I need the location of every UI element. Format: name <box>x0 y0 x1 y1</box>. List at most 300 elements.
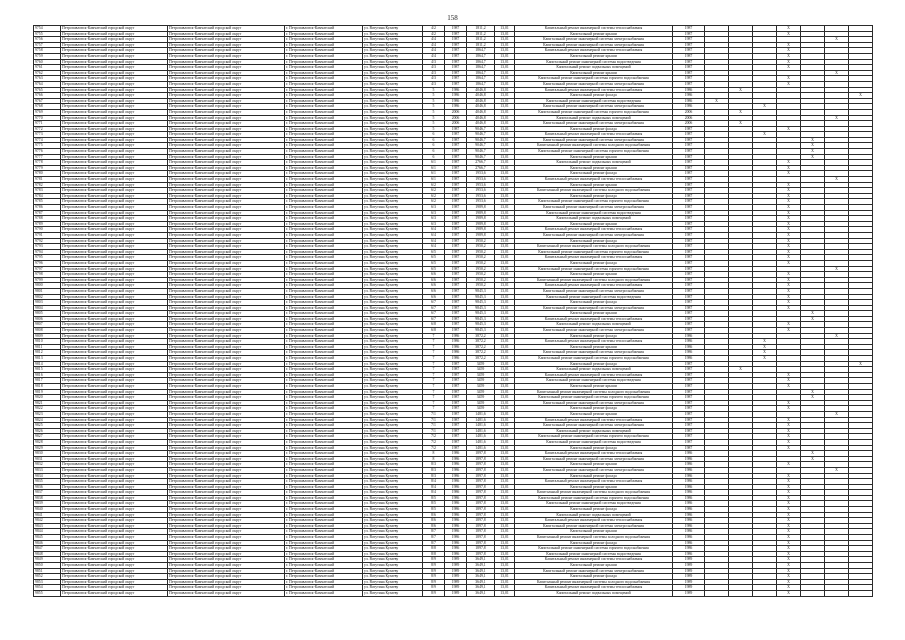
row-work-type: Капитальный ремонт крыши <box>515 529 673 535</box>
row-year-built: 1989 <box>445 568 467 574</box>
row-year-built: 1986 <box>445 535 467 541</box>
row-share: 13,01 <box>495 305 515 311</box>
row-share: 13,01 <box>495 316 515 322</box>
row-street: ул. Ватутина Кулаеву <box>363 182 423 188</box>
row-area: 4046,8 <box>467 98 495 104</box>
row-street: ул. Ватутина Кулаеву <box>363 260 423 266</box>
row-plan-year: 1989 <box>673 585 705 591</box>
row-period-mark: X <box>777 260 801 266</box>
row-area: 2766,7 <box>467 165 495 171</box>
row-city: г. Петропавловск-Камчатский <box>285 344 363 350</box>
row-area: 3649,1 <box>467 568 495 574</box>
row-settlement: Петропавловск-Камчатский городской округ <box>168 495 285 501</box>
row-year-built: 1987 <box>445 272 467 278</box>
row-area: 1950,2 <box>467 277 495 283</box>
row-plan-year: 1987 <box>673 232 705 238</box>
row-house: 8/9 <box>423 568 445 574</box>
row-area: 1950,2 <box>467 249 495 255</box>
row-house: 7 <box>423 400 445 406</box>
row-share: 13,01 <box>495 137 515 143</box>
row-city: г. Петропавловск-Камчатский <box>285 467 363 473</box>
row-district: Петропавловск-Камчатский городской округ <box>61 121 168 127</box>
row-district: Петропавловск-Камчатский городской округ <box>61 126 168 132</box>
row-share: 13,01 <box>495 199 515 205</box>
row-house: 7 <box>423 406 445 412</box>
row-year-built: 1989 <box>445 579 467 585</box>
row-house: 4/3 <box>423 65 445 71</box>
row-plan-year: 1987 <box>673 188 705 194</box>
table-row <box>34 590 873 596</box>
row-city: г. Петропавловск-Камчатский <box>285 551 363 557</box>
row-share: 13,01 <box>495 372 515 378</box>
row-city: г. Петропавловск-Камчатский <box>285 149 363 155</box>
row-id: 9786 <box>34 205 61 211</box>
row-house: 7 <box>423 372 445 378</box>
row-year-built: 1987 <box>445 160 467 166</box>
row-work-type: Капитальный ремонт инженерной системы водоотведения <box>515 501 673 507</box>
row-area: 9046,7 <box>467 143 495 149</box>
row-work-type: Капитальный ремонт инженерной системы холодного водоснабжения <box>515 579 673 585</box>
row-district: Петропавловск-Камчатский городской округ <box>61 132 168 138</box>
row-house: 7 <box>423 339 445 345</box>
row-area: 1897,8 <box>467 484 495 490</box>
row-street: ул. Ватутина Кулаеву <box>363 26 423 32</box>
row-share: 13,01 <box>495 221 515 227</box>
row-house: 6/8 <box>423 322 445 328</box>
row-year-built: 1987 <box>445 70 467 76</box>
row-settlement: Петропавловск-Камчатский городской округ <box>168 574 285 580</box>
row-area: 1897,8 <box>467 551 495 557</box>
row-district: Петропавловск-Камчатский городской округ <box>61 205 168 211</box>
row-street: ул. Ватутина Кулаеву <box>363 221 423 227</box>
row-city: г. Петропавловск-Камчатский <box>285 221 363 227</box>
row-house: 7/2 <box>423 434 445 440</box>
row-city: г. Петропавловск-Камчатский <box>285 585 363 591</box>
row-district: Петропавловск-Камчатский городской округ <box>61 535 168 541</box>
row-district: Петропавловск-Камчатский городской округ <box>61 283 168 289</box>
row-work-type: Капитальный ремонт инженерной системы горячего водоснабжения <box>515 76 673 82</box>
row-district: Петропавловск-Камчатский городской округ <box>61 42 168 48</box>
row-period-mark: X <box>777 76 801 82</box>
row-area: 1950,2 <box>467 255 495 261</box>
row-period-mark: X <box>777 400 801 406</box>
row-district: Петропавловск-Камчатский городской округ <box>61 143 168 149</box>
row-settlement: Петропавловск-Камчатский городской округ <box>168 535 285 541</box>
row-area: 1897,8 <box>467 479 495 485</box>
row-city: г. Петропавловск-Камчатский <box>285 445 363 451</box>
row-year-built: 1987 <box>445 434 467 440</box>
row-plan-year: 1986 <box>673 456 705 462</box>
row-city: г. Петропавловск-Камчатский <box>285 484 363 490</box>
row-settlement: Петропавловск-Камчатский городской округ <box>168 579 285 585</box>
row-share: 13,01 <box>495 579 515 585</box>
row-district: Петропавловск-Камчатский городской округ <box>61 495 168 501</box>
row-period-mark: X <box>777 551 801 557</box>
row-plan-year: 1987 <box>673 193 705 199</box>
row-city: г. Петропавловск-Камчатский <box>285 238 363 244</box>
row-house: 8/4 <box>423 479 445 485</box>
row-street: ул. Ватутина Кулаеву <box>363 87 423 93</box>
row-share: 13,01 <box>495 42 515 48</box>
row-share: 13,01 <box>495 188 515 194</box>
row-share: 13,01 <box>495 434 515 440</box>
row-year-built: 1987 <box>445 137 467 143</box>
row-street: ул. Ватутина Кулаеву <box>363 244 423 250</box>
row-id: 9825 <box>34 423 61 429</box>
row-district: Петропавловск-Камчатский городской округ <box>61 344 168 350</box>
row-period-mark <box>729 590 753 596</box>
row-area: 3872,2 <box>467 344 495 350</box>
row-share: 13,01 <box>495 322 515 328</box>
row-house: 7 <box>423 356 445 362</box>
row-settlement: Петропавловск-Камчатский городской округ <box>168 372 285 378</box>
row-plan-year: 1987 <box>673 160 705 166</box>
row-share: 13,01 <box>495 277 515 283</box>
row-city: г. Петропавловск-Камчатский <box>285 473 363 479</box>
row-district: Петропавловск-Камчатский городской округ <box>61 48 168 54</box>
row-street: ул. Ватутина Кулаеву <box>363 484 423 490</box>
row-street: ул. Ватутина Кулаеву <box>363 93 423 99</box>
row-share: 13,01 <box>495 540 515 546</box>
row-id: 9853 <box>34 579 61 585</box>
row-area: 1864,7 <box>467 48 495 54</box>
row-settlement: Петропавловск-Камчатский городской округ <box>168 31 285 37</box>
row-area: 1864,7 <box>467 76 495 82</box>
row-id: 9817 <box>34 378 61 384</box>
row-area: 1897,8 <box>467 507 495 513</box>
row-id: 9841 <box>34 512 61 518</box>
row-district: Петропавловск-Камчатский городской округ <box>61 462 168 468</box>
row-period-mark <box>753 590 777 596</box>
row-area: 4046,8 <box>467 115 495 121</box>
row-area: 1897,8 <box>467 495 495 501</box>
row-work-type: Капитальный ремонт инженерной системы горячего водоснабжения <box>515 109 673 115</box>
row-city: г. Петропавловск-Камчатский <box>285 434 363 440</box>
row-year-built: 1986 <box>445 333 467 339</box>
row-period-mark: X <box>777 272 801 278</box>
row-plan-year: 1987 <box>673 210 705 216</box>
row-work-type: Капитальный ремонт инженерной системы теплоснабжения <box>515 26 673 32</box>
row-district: Петропавловск-Камчатский городской округ <box>61 484 168 490</box>
row-settlement: Петропавловск-Камчатский городской округ <box>168 395 285 401</box>
row-period-mark: X <box>777 417 801 423</box>
row-street: ул. Ватутина Кулаеву <box>363 210 423 216</box>
row-house: 6 <box>423 143 445 149</box>
row-id: 9774 <box>34 137 61 143</box>
row-period-mark: X <box>705 98 729 104</box>
row-period-mark: X <box>801 154 825 160</box>
row-year-built: 1987 <box>445 395 467 401</box>
row-id: 9829 <box>34 445 61 451</box>
row-house: 7/1 <box>423 423 445 429</box>
row-settlement: Петропавловск-Камчатский городской округ <box>168 518 285 524</box>
row-id: 9843 <box>34 523 61 529</box>
row-city: г. Петропавловск-Камчатский <box>285 70 363 76</box>
row-city: г. Петропавловск-Камчатский <box>285 322 363 328</box>
row-year-built: 1987 <box>445 171 467 177</box>
row-settlement: Петропавловск-Камчатский городской округ <box>168 479 285 485</box>
row-city: г. Петропавловск-Камчатский <box>285 378 363 384</box>
row-area: 9845,3 <box>467 305 495 311</box>
row-house: 5 <box>423 87 445 93</box>
row-city: г. Петропавловск-Камчатский <box>285 104 363 110</box>
row-work-type: Капитальный ремонт фасада <box>515 193 673 199</box>
row-year-built: 1987 <box>445 126 467 132</box>
row-id: 9824 <box>34 417 61 423</box>
row-share: 13,01 <box>495 238 515 244</box>
row-area: 1989,8 <box>467 216 495 222</box>
row-share: 13,01 <box>495 26 515 32</box>
row-plan-year: 1987 <box>673 244 705 250</box>
row-work-type: Капитальный ремонт инженерной системы теплоснабжения <box>515 227 673 233</box>
row-plan-year: 1987 <box>673 216 705 222</box>
row-work-type: Капитальный ремонт инженерной системы горячего водоснабжения <box>515 356 673 362</box>
row-area: 1481,6 <box>467 439 495 445</box>
row-share: 13,01 <box>495 568 515 574</box>
row-settlement: Петропавловск-Камчатский городской округ <box>168 37 285 43</box>
row-work-type: Капитальный ремонт инженерной системы электроснабжения <box>515 232 673 238</box>
row-city: г. Петропавловск-Камчатский <box>285 48 363 54</box>
row-settlement: Петропавловск-Камчатский городской округ <box>168 361 285 367</box>
row-plan-year: 1987 <box>673 361 705 367</box>
row-district: Петропавловск-Камчатский городской округ <box>61 406 168 412</box>
row-id: 9819 <box>34 389 61 395</box>
row-district: Петропавловск-Камчатский городской округ <box>61 238 168 244</box>
row-period-mark: X <box>801 316 825 322</box>
row-plan-year: 1987 <box>673 249 705 255</box>
row-period-mark: X <box>777 445 801 451</box>
row-district: Петропавловск-Камчатский городской округ <box>61 294 168 300</box>
row-period-mark: X <box>777 518 801 524</box>
row-period-mark: X <box>729 109 753 115</box>
row-share: 13,01 <box>495 210 515 216</box>
row-work-type: Капитальный ремонт инженерной системы водоотведения <box>515 98 673 104</box>
row-district: Петропавловск-Камчатский городской округ <box>61 171 168 177</box>
row-city: г. Петропавловск-Камчатский <box>285 171 363 177</box>
row-period-mark: X <box>777 227 801 233</box>
row-plan-year: 1989 <box>673 574 705 580</box>
row-year-built: 1987 <box>445 26 467 32</box>
row-share: 13,01 <box>495 428 515 434</box>
row-period-mark: X <box>777 59 801 65</box>
row-city: г. Петропавловск-Камчатский <box>285 305 363 311</box>
row-street: ул. Ватутина Кулаеву <box>363 121 423 127</box>
row-settlement: Петропавловск-Камчатский городской округ <box>168 456 285 462</box>
row-settlement: Петропавловск-Камчатский городской округ <box>168 171 285 177</box>
row-house: 4/4 <box>423 42 445 48</box>
row-work-type: Капитальный ремонт инженерной системы электроснабжения <box>515 467 673 473</box>
row-work-type: Капитальный ремонт инженерной системы электроснабжения <box>515 137 673 143</box>
row-share: 13,01 <box>495 272 515 278</box>
row-share: 13,01 <box>495 48 515 54</box>
row-settlement: Петропавловск-Камчатский городской округ <box>168 557 285 563</box>
row-district: Петропавловск-Камчатский городской округ <box>61 300 168 306</box>
row-id: 9840 <box>34 507 61 513</box>
row-settlement: Петропавловск-Камчатский городской округ <box>168 367 285 373</box>
row-work-type: Капитальный ремонт крыши <box>515 462 673 468</box>
row-period-mark: X <box>777 507 801 513</box>
row-city: г. Петропавловск-Камчатский <box>285 283 363 289</box>
row-share: 13,01 <box>495 328 515 334</box>
row-district: Петропавловск-Камчатский городской округ <box>61 53 168 59</box>
row-settlement: Петропавловск-Камчатский городской округ <box>168 568 285 574</box>
row-house: 6/1 <box>423 160 445 166</box>
row-house: 8/9 <box>423 557 445 563</box>
row-id: 9765 <box>34 87 61 93</box>
row-street: ул. Ватутина Кулаеву <box>363 65 423 71</box>
row-share: 13,01 <box>495 288 515 294</box>
row-share: 13,01 <box>495 177 515 183</box>
row-city: г. Петропавловск-Камчатский <box>285 568 363 574</box>
row-year-built: 1987 <box>445 445 467 451</box>
row-settlement: Петропавловск-Камчатский городской округ <box>168 48 285 54</box>
row-work-type: Капитальный ремонт подвальных помещений <box>515 65 673 71</box>
row-id: 9835 <box>34 479 61 485</box>
row-id: 9764 <box>34 81 61 87</box>
row-year-built: 1987 <box>445 149 467 155</box>
row-house: 8/3 <box>423 473 445 479</box>
row-year-built: 1987 <box>445 53 467 59</box>
row-work-type: Капитальный ремонт инженерной системы электроснабжения <box>515 456 673 462</box>
row-plan-year: 1986 <box>673 540 705 546</box>
row-area: 3649,1 <box>467 557 495 563</box>
row-street: ул. Ватутина Кулаеву <box>363 300 423 306</box>
register-table-body <box>34 26 873 597</box>
row-settlement: Петропавловск-Камчатский городской округ <box>168 81 285 87</box>
row-period-mark: X <box>777 205 801 211</box>
row-id: 9754 <box>34 26 61 32</box>
row-id: 9800 <box>34 283 61 289</box>
row-house: 6/4 <box>423 244 445 250</box>
row-street: ул. Ватутина Кулаеву <box>363 512 423 518</box>
row-street: ул. Ватутина Кулаеву <box>363 316 423 322</box>
row-city: г. Петропавловск-Камчатский <box>285 395 363 401</box>
row-period-mark: X <box>777 31 801 37</box>
row-settlement: Петропавловск-Камчатский городской округ <box>168 93 285 99</box>
row-district: Петропавловск-Камчатский городской округ <box>61 98 168 104</box>
row-period-mark: X <box>777 232 801 238</box>
row-street: ул. Ватутина Кулаеву <box>363 439 423 445</box>
row-plan-year: 1987 <box>673 439 705 445</box>
row-street: ул. Ватутина Кулаеву <box>363 507 423 513</box>
row-period-mark: X <box>777 160 801 166</box>
row-city: г. Петропавловск-Камчатский <box>285 417 363 423</box>
row-work-type: Капитальный ремонт подвальных помещений <box>515 322 673 328</box>
row-city: г. Петропавловск-Камчатский <box>285 272 363 278</box>
row-settlement: Петропавловск-Камчатский городской округ <box>168 109 285 115</box>
row-share: 13,01 <box>495 529 515 535</box>
row-district: Петропавловск-Камчатский городской округ <box>61 585 168 591</box>
row-year-built: 1986 <box>445 93 467 99</box>
row-district: Петропавловск-Камчатский городской округ <box>61 378 168 384</box>
row-city: г. Петропавловск-Камчатский <box>285 255 363 261</box>
row-district: Петропавловск-Камчатский городской округ <box>61 115 168 121</box>
row-settlement: Петропавловск-Камчатский городской округ <box>168 205 285 211</box>
row-year-built: 1987 <box>445 193 467 199</box>
row-street: ул. Ватутина Кулаеву <box>363 417 423 423</box>
row-house: 8/5 <box>423 495 445 501</box>
row-city: г. Петропавловск-Камчатский <box>285 389 363 395</box>
row-street: ул. Ватутина Кулаеву <box>363 557 423 563</box>
row-house: 7 <box>423 367 445 373</box>
row-district: Петропавловск-Камчатский городской округ <box>61 411 168 417</box>
row-district: Петропавловск-Камчатский городской округ <box>61 328 168 334</box>
row-city: г. Петропавловск-Камчатский <box>285 428 363 434</box>
row-share: 13,01 <box>495 590 515 596</box>
row-area: 1953,6 <box>467 188 495 194</box>
row-period-mark: X <box>777 210 801 216</box>
row-plan-year: 1987 <box>673 288 705 294</box>
row-period-mark: X <box>753 104 777 110</box>
row-plan-year: 1987 <box>673 417 705 423</box>
row-period-mark: X <box>777 65 801 71</box>
row-settlement: Петропавловск-Камчатский городской округ <box>168 87 285 93</box>
row-plan-year: 1986 <box>673 546 705 552</box>
row-year-built: 1987 <box>445 294 467 300</box>
row-id: 9760 <box>34 59 61 65</box>
row-house: 6/1 <box>423 171 445 177</box>
row-area: 4046,8 <box>467 121 495 127</box>
row-district: Петропавловск-Камчатский городской округ <box>61 277 168 283</box>
row-city: г. Петропавловск-Камчатский <box>285 350 363 356</box>
row-settlement: Петропавловск-Камчатский городской округ <box>168 339 285 345</box>
row-area: 1953,6 <box>467 193 495 199</box>
row-street: ул. Ватутина Кулаеву <box>363 288 423 294</box>
row-house: 6/2 <box>423 188 445 194</box>
row-settlement: Петропавловск-Камчатский городской округ <box>168 221 285 227</box>
row-area: 2766,7 <box>467 160 495 166</box>
row-year-built: 1986 <box>445 456 467 462</box>
row-work-type: Капитальный ремонт инженерной системы электроснабжения <box>515 423 673 429</box>
row-work-type: Капитальный ремонт крыши <box>515 272 673 278</box>
row-work-type: Капитальный ремонт инженерной системы теплоснабжения <box>515 177 673 183</box>
row-period-mark: X <box>801 149 825 155</box>
row-street: ул. Ватутина Кулаеву <box>363 171 423 177</box>
row-period-mark: X <box>777 238 801 244</box>
row-share: 13,01 <box>495 417 515 423</box>
row-area: 1864,7 <box>467 59 495 65</box>
row-district: Петропавловск-Камчатский городской округ <box>61 417 168 423</box>
row-year-built: 1987 <box>445 439 467 445</box>
row-year-built: 1986 <box>445 344 467 350</box>
row-id: 9820 <box>34 395 61 401</box>
row-year-built: 1987 <box>445 249 467 255</box>
row-work-type: Капитальный ремонт подвальных помещений <box>515 216 673 222</box>
row-year-built: 1986 <box>445 512 467 518</box>
row-street: ул. Ватутина Кулаеву <box>363 188 423 194</box>
row-period-mark: X <box>753 350 777 356</box>
row-work-type: Капитальный ремонт инженерной системы электроснабжения <box>515 400 673 406</box>
row-share: 13,01 <box>495 65 515 71</box>
row-city: г. Петропавловск-Камчатский <box>285 439 363 445</box>
row-plan-year: 1987 <box>673 266 705 272</box>
row-settlement: Петропавловск-Камчатский городской округ <box>168 154 285 160</box>
page-number: 158 <box>447 14 458 22</box>
row-district: Петропавловск-Камчатский городской округ <box>61 154 168 160</box>
row-share: 13,01 <box>495 367 515 373</box>
row-work-type: Капитальный ремонт инженерной системы горячего водоснабжения <box>515 495 673 501</box>
row-share: 13,01 <box>495 490 515 496</box>
row-year-built: 1986 <box>445 356 467 362</box>
row-plan-year: 1987 <box>673 428 705 434</box>
row-plan-year: 1987 <box>673 378 705 384</box>
row-period-mark: X <box>777 48 801 54</box>
row-district: Петропавловск-Камчатский городской округ <box>61 456 168 462</box>
row-area: 1953,6 <box>467 177 495 183</box>
row-street: ул. Ватутина Кулаеву <box>363 294 423 300</box>
row-street: ул. Ватутина Кулаеву <box>363 568 423 574</box>
row-street: ул. Ватутина Кулаеву <box>363 540 423 546</box>
